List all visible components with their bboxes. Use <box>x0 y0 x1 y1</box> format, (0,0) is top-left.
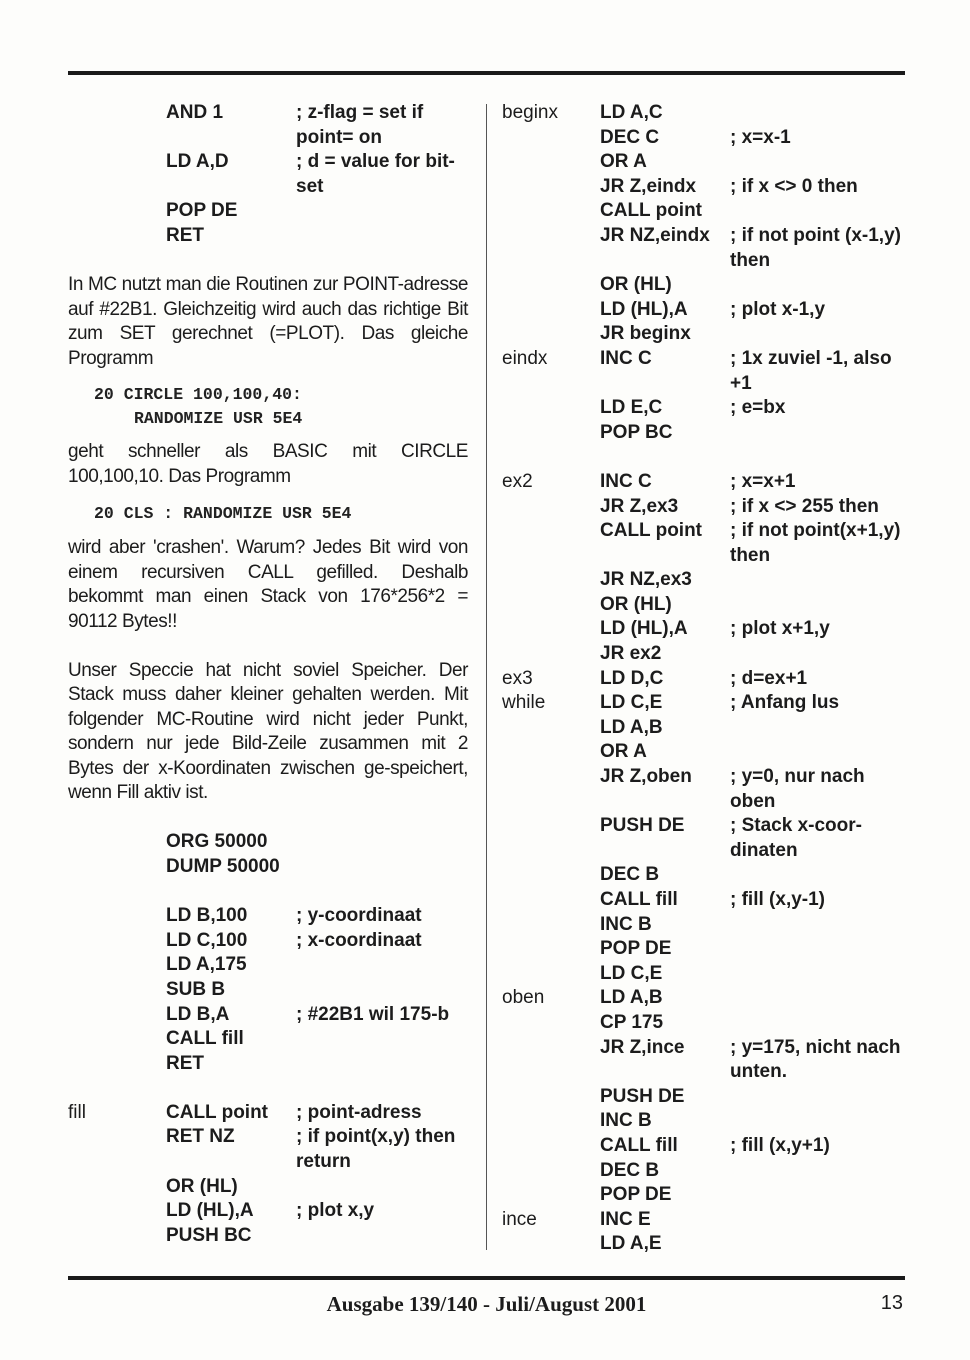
code-label <box>502 716 600 741</box>
code-label <box>502 888 600 913</box>
code-label <box>502 322 600 347</box>
code-comment <box>730 642 908 667</box>
spacer <box>502 445 912 470</box>
basic-line: RANDOMIZE USR 5E4 <box>134 409 303 429</box>
code-comment: ; fill (x,y-1) <box>730 889 826 910</box>
paragraph: geht schneller als BASIC mit CIRCLE 100,100,10. Das Programm <box>68 441 468 487</box>
code-comment: ; y-coordinaat <box>296 905 422 927</box>
code-instruction: LD C,E <box>600 962 663 984</box>
code-comment: ; plot x+1,y <box>730 618 830 640</box>
code-line <box>502 667 912 692</box>
code-label <box>68 1027 166 1052</box>
code-instruction: JR ex2 <box>600 643 662 665</box>
code-line <box>502 347 912 396</box>
code-line <box>502 298 912 323</box>
code-comment <box>730 101 908 126</box>
code-comment <box>730 568 908 593</box>
code-label <box>502 1134 600 1159</box>
code-label <box>502 642 600 667</box>
spacer <box>68 806 472 831</box>
code-comment: ; Anfang lus <box>730 692 840 714</box>
code-instruction: JR beginx <box>600 323 691 345</box>
code-instruction: CP 175 <box>600 1011 664 1033</box>
code-line <box>68 830 472 855</box>
code-instruction: LD (HL),A <box>600 618 688 640</box>
code-comment: ; y=0, nur nach oben <box>730 766 865 812</box>
code-comment <box>730 1208 908 1233</box>
code-comment <box>730 1159 908 1184</box>
code-comment: ; d = value for bit-set <box>296 151 455 197</box>
code-block <box>68 1101 472 1249</box>
code-label: ex3 <box>502 667 533 689</box>
code-block <box>68 830 472 879</box>
code-line <box>502 986 912 1011</box>
code-instruction: LD E,C <box>600 397 663 419</box>
code-line <box>502 1159 912 1184</box>
code-label <box>68 224 166 249</box>
code-comment: ; if x <> 255 then <box>730 495 879 517</box>
code-line <box>502 175 912 200</box>
code-instruction: LD A,D <box>166 151 229 173</box>
code-comment <box>730 1109 908 1134</box>
code-label <box>68 929 166 954</box>
code-line <box>502 421 912 446</box>
code-instruction: LD A,B <box>600 987 663 1009</box>
spacer <box>68 526 472 536</box>
code-line <box>68 150 472 199</box>
code-comment <box>296 1175 472 1200</box>
code-comment <box>296 1224 472 1249</box>
code-comment <box>730 421 908 446</box>
code-label <box>502 913 600 938</box>
page-number: 13 <box>880 1292 903 1314</box>
spacer <box>68 371 472 383</box>
code-label <box>502 1183 600 1208</box>
code-label <box>502 1109 600 1134</box>
code-instruction: LD A,175 <box>166 954 247 976</box>
basic-line: 20 CLS : RANDOMIZE USR 5E4 <box>94 504 352 524</box>
code-line <box>502 1183 912 1208</box>
code-comment: ; fill (x,y+1) <box>730 1134 830 1156</box>
code-label <box>68 904 166 929</box>
code-instruction: JR Z,ex3 <box>600 495 679 517</box>
code-instruction: DEC B <box>600 864 660 886</box>
code-instruction: JR Z,oben <box>600 766 692 788</box>
code-instruction: RET <box>166 224 204 246</box>
code-label <box>502 814 600 863</box>
code-instruction: RET NZ <box>166 1126 235 1148</box>
code-line <box>502 617 912 642</box>
code-line <box>502 199 912 224</box>
code-instruction: PUSH DE <box>600 815 685 837</box>
code-label <box>502 1232 600 1257</box>
code-line <box>502 150 912 175</box>
code-instruction: JR NZ,eindx <box>600 224 710 246</box>
code-line <box>502 1085 912 1110</box>
code-comment: ; #22B1 wil 175-b <box>296 1003 450 1025</box>
code-instruction: DUMP 50000 <box>166 855 280 877</box>
code-comment: ; x=x+1 <box>730 470 796 492</box>
code-instruction: CALL point <box>600 200 703 222</box>
code-comment <box>296 1052 472 1077</box>
code-line <box>68 929 472 954</box>
code-comment: ; Stack x-coor-dinaten <box>730 815 862 861</box>
code-comment: ; plot x,y <box>296 1200 375 1222</box>
code-label <box>502 740 600 765</box>
code-instruction: POP DE <box>166 200 238 222</box>
code-label <box>502 765 600 814</box>
code-instruction: PUSH DE <box>600 1085 685 1107</box>
column-divider <box>486 104 487 1250</box>
code-instruction: POP DE <box>600 1184 672 1206</box>
code-instruction: OR A <box>600 741 647 763</box>
code-label <box>502 937 600 962</box>
code-instruction: DEC C <box>600 126 660 148</box>
code-label <box>502 495 600 520</box>
top-rule <box>68 71 905 75</box>
page-footer <box>68 1292 905 1322</box>
code-line <box>68 101 472 150</box>
code-instruction: LD D,C <box>600 667 664 689</box>
code-instruction: POP BC <box>600 421 673 443</box>
code-instruction: LD (HL),A <box>600 298 688 320</box>
code-label <box>68 953 166 978</box>
code-label <box>502 1011 600 1036</box>
code-comment <box>730 1011 908 1036</box>
code-line <box>502 1134 912 1159</box>
code-line <box>68 978 472 1003</box>
code-comment: ; y=175, nicht nach unten. <box>730 1036 901 1083</box>
code-label <box>68 1199 166 1224</box>
code-comment <box>730 199 908 224</box>
code-label: eindx <box>502 347 548 369</box>
code-label <box>68 855 166 880</box>
code-comment <box>296 855 472 880</box>
code-instruction: INC E <box>600 1208 651 1230</box>
code-label <box>68 1003 166 1028</box>
code-line <box>68 199 472 224</box>
code-line <box>502 913 912 938</box>
code-instruction: OR (HL) <box>600 593 672 615</box>
code-label <box>502 519 600 568</box>
code-comment <box>296 199 472 224</box>
code-line <box>502 322 912 347</box>
code-comment <box>296 830 472 855</box>
code-comment: ; point-adress <box>296 1101 422 1123</box>
code-line <box>502 568 912 593</box>
code-comment <box>296 224 472 249</box>
code-instruction: OR A <box>600 151 647 173</box>
code-instruction: JR Z,eindx <box>600 175 697 197</box>
code-comment <box>730 273 908 298</box>
code-line <box>68 904 472 929</box>
code-instruction: INC B <box>600 913 652 935</box>
code-instruction: ORG 50000 <box>166 831 268 853</box>
code-instruction: PUSH BC <box>166 1224 252 1246</box>
code-label <box>502 224 600 273</box>
code-line <box>68 1027 472 1052</box>
code-line <box>502 101 912 126</box>
code-instruction: LD C,E <box>600 692 663 714</box>
code-block <box>502 470 912 1257</box>
code-comment <box>730 962 908 987</box>
code-comment: ; if point(x,y) then return <box>296 1126 456 1173</box>
code-label: oben <box>502 987 545 1009</box>
code-comment: ; z-flag = set if point= on <box>296 102 424 148</box>
code-instruction: OR (HL) <box>600 274 672 296</box>
code-comment <box>730 740 908 765</box>
code-comment: ; plot x-1,y <box>730 298 826 320</box>
basic-line: 20 CIRCLE 100,100,40: <box>94 385 302 405</box>
code-line <box>502 126 912 151</box>
code-line <box>502 1232 912 1257</box>
code-label <box>502 1159 600 1184</box>
code-comment <box>730 863 908 888</box>
code-comment <box>730 150 908 175</box>
code-instruction: INC B <box>600 1110 652 1132</box>
code-comment: ; 1x zuviel -1, also +1 <box>730 347 892 394</box>
code-label <box>502 150 600 175</box>
paragraph: Unser Speccie hat nicht soviel Speicher. Der Stack muss daher kleiner gehalten werden. Mit folgender MC-Routine wird nicht jeder Punkt, sondern nur jede Bild-Zeile zusammen mit 2 Bytes der x-Koordinaten zwischen ge-speichert, wenn Fill aktiv ist. <box>68 659 468 804</box>
code-instruction: LD (HL),A <box>166 1200 254 1222</box>
code-label <box>502 199 600 224</box>
code-label <box>502 396 600 421</box>
code-line <box>502 224 912 273</box>
code-line <box>502 740 912 765</box>
code-line <box>502 962 912 987</box>
code-line <box>502 691 912 716</box>
code-instruction: LD A,E <box>600 1233 662 1255</box>
code-line <box>502 814 912 863</box>
code-label <box>502 273 600 298</box>
code-comment <box>730 1183 908 1208</box>
code-label <box>502 962 600 987</box>
code-label <box>68 1052 166 1077</box>
code-instruction: RET <box>166 1052 204 1074</box>
code-label <box>68 1125 166 1174</box>
code-line <box>502 495 912 520</box>
code-comment <box>730 322 908 347</box>
code-label <box>68 978 166 1003</box>
code-instruction: CALL fill <box>166 1028 244 1050</box>
code-line <box>502 1208 912 1233</box>
paragraph: wird aber 'crashen'. Warum? Jedes Bit wird von einem recursiven CALL gefilled. Deshalb bekommt man einen Stack von 176*256*2 = 90112 Bytes!! <box>68 537 468 632</box>
code-line <box>502 396 912 421</box>
code-instruction: CALL point <box>166 1101 269 1123</box>
code-label: while <box>502 692 546 714</box>
code-instruction: INC C <box>600 347 652 369</box>
code-line <box>502 765 912 814</box>
issue-title: Ausgabe 139/140 - Juli/August 2001 <box>326 1292 647 1316</box>
code-instruction: LD B,100 <box>166 905 248 927</box>
code-comment: ; e=bx <box>730 397 786 419</box>
code-label <box>502 1085 600 1110</box>
code-line <box>502 863 912 888</box>
code-comment: ; d=ex+1 <box>730 667 808 689</box>
spacer <box>68 489 472 502</box>
code-comment: ; x=x-1 <box>730 126 791 148</box>
code-line <box>502 937 912 962</box>
code-line <box>502 519 912 568</box>
code-line <box>502 1109 912 1134</box>
code-label <box>502 298 600 323</box>
code-comment: ; x-coordinaat <box>296 929 422 951</box>
code-instruction: CALL point <box>600 520 703 542</box>
code-instruction: LD B,A <box>166 1003 230 1025</box>
code-label <box>502 1036 600 1085</box>
code-line <box>502 1036 912 1085</box>
code-block <box>502 101 912 445</box>
code-instruction: DEC B <box>600 1159 660 1181</box>
right-column <box>502 101 912 1257</box>
bottom-rule <box>68 1276 905 1280</box>
code-line <box>502 1011 912 1036</box>
code-label <box>502 863 600 888</box>
code-comment <box>296 1027 472 1052</box>
code-label <box>68 150 166 199</box>
code-line <box>68 1175 472 1200</box>
code-line <box>68 1224 472 1249</box>
code-label <box>502 617 600 642</box>
code-line <box>68 1052 472 1077</box>
code-line <box>502 716 912 741</box>
code-instruction: POP DE <box>600 938 672 960</box>
code-line <box>502 470 912 495</box>
code-line <box>68 1125 472 1174</box>
code-label <box>68 1175 166 1200</box>
code-comment <box>730 716 908 741</box>
code-label <box>68 1224 166 1249</box>
code-comment <box>730 1085 908 1110</box>
code-line <box>502 593 912 618</box>
code-line <box>502 273 912 298</box>
code-instruction: LD C,100 <box>166 929 248 951</box>
code-label: ex2 <box>502 470 533 492</box>
code-line <box>502 642 912 667</box>
code-block <box>68 101 472 249</box>
code-label <box>68 101 166 150</box>
code-label: beginx <box>502 102 558 123</box>
code-instruction: CALL fill <box>600 889 678 910</box>
spacer <box>68 1076 472 1101</box>
code-line <box>68 953 472 978</box>
spacer <box>68 634 472 659</box>
basic-listing <box>68 502 472 526</box>
code-comment <box>730 593 908 618</box>
code-instruction: JR Z,ince <box>600 1036 685 1058</box>
code-instruction: CALL fill <box>600 1134 678 1156</box>
code-line <box>68 855 472 880</box>
code-instruction: AND 1 <box>166 102 224 123</box>
code-line <box>68 224 472 249</box>
code-instruction: SUB B <box>166 978 226 1000</box>
code-instruction: OR (HL) <box>166 1175 238 1197</box>
code-instruction: LD A,B <box>600 716 663 738</box>
code-label <box>68 830 166 855</box>
code-comment: ; if not point(x+1,y) then <box>730 520 901 566</box>
left-column <box>68 101 472 1248</box>
code-line <box>68 1003 472 1028</box>
basic-listing <box>68 383 472 431</box>
code-comment <box>296 953 472 978</box>
spacer <box>68 880 472 905</box>
code-label <box>502 593 600 618</box>
code-instruction: JR NZ,ex3 <box>600 569 692 591</box>
code-comment <box>730 986 908 1011</box>
code-comment <box>730 913 908 938</box>
code-line <box>502 888 912 913</box>
code-label: fill <box>68 1101 86 1123</box>
code-instruction: INC C <box>600 470 652 492</box>
code-block <box>68 904 472 1076</box>
code-comment: ; if not point (x-1,y) then <box>730 224 901 271</box>
code-label <box>502 568 600 593</box>
code-line <box>68 1101 472 1126</box>
code-comment: ; if x <> 0 then <box>730 175 858 197</box>
code-comment <box>296 978 472 1003</box>
spacer <box>68 431 472 440</box>
code-instruction: LD A,C <box>600 102 663 123</box>
code-label <box>502 421 600 446</box>
paragraph: In MC nutzt man die Routinen zur POINT-adresse auf #22B1. Gleichzeitig wird auch das richtige Bit zum SET gerechnet (=PLOT). Das gleiche Programm <box>68 274 468 369</box>
code-label: ince <box>502 1208 537 1230</box>
code-comment <box>730 937 908 962</box>
code-label <box>502 175 600 200</box>
code-line <box>68 1199 472 1224</box>
spacer <box>68 249 472 274</box>
code-label <box>68 199 166 224</box>
code-comment <box>730 1232 908 1257</box>
code-label <box>502 126 600 151</box>
